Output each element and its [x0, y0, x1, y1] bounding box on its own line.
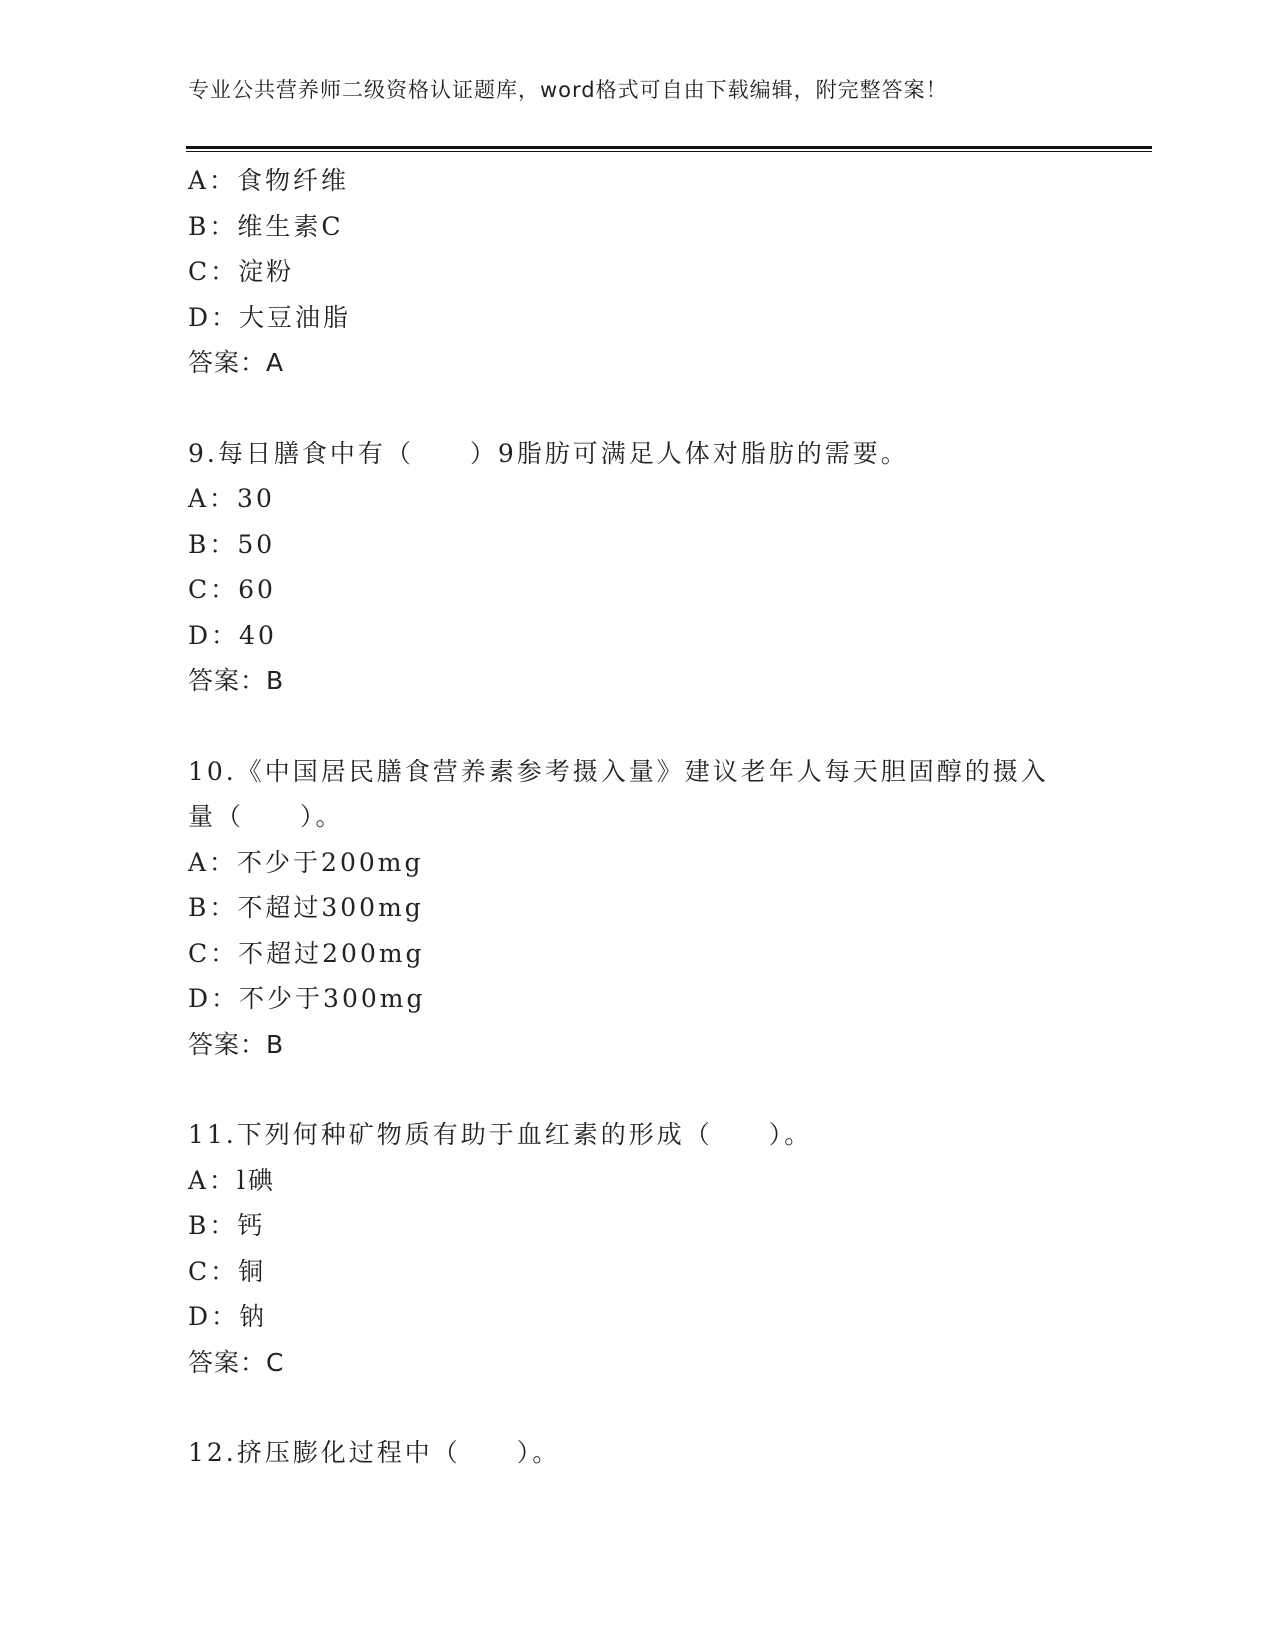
question-list — [188, 158, 1088, 1476]
question-9 — [188, 431, 1088, 704]
option-d: D：钠 — [188, 1302, 268, 1331]
question-8 — [188, 158, 1088, 386]
page-header: 专业公共营养师二级资格认证题库，word格式可自由下载编辑，附完整答案！ — [188, 78, 948, 102]
option-a: A：食物纤维 — [188, 166, 350, 195]
header-divider-thick — [186, 146, 1152, 149]
question-stem: 12.挤压膨化过程中（ ）。 — [188, 1438, 561, 1467]
option-b: B：50 — [188, 529, 276, 559]
option-c: C：60 — [188, 575, 276, 604]
option-c: C：铜 — [188, 1256, 267, 1286]
option-a: A：不少于200mg — [188, 847, 424, 877]
question-stem-line-2: 量（ ）。 — [188, 802, 344, 831]
question-10 — [188, 749, 1088, 1068]
answer-label: 答案：B — [188, 1029, 285, 1059]
question-12 — [188, 1430, 1088, 1476]
answer-label: 答案：C — [188, 1347, 285, 1377]
option-a: A：30 — [188, 484, 275, 513]
question-stem: 11.下列何种矿物质有助于血红素的形成（ ）。 — [188, 1120, 813, 1149]
question-11 — [188, 1112, 1088, 1385]
option-b: B：不超过300mg — [188, 893, 424, 922]
answer-label: 答案：A — [188, 348, 285, 377]
question-stem: 9.每日膳食中有（ ）9脂肪可满足人体对脂肪的需要。 — [188, 438, 909, 468]
option-a: A：l碘 — [188, 1165, 277, 1195]
option-b: B：维生素C — [188, 211, 344, 241]
answer-label: 答案：B — [188, 666, 285, 695]
option-c: C：淀粉 — [188, 257, 295, 286]
option-d: D：大豆油脂 — [188, 302, 352, 332]
option-c: C：不超过200mg — [188, 938, 425, 968]
option-d: D：40 — [188, 620, 277, 650]
option-b: B：钙 — [188, 1211, 266, 1240]
option-d: D：不少于300mg — [188, 984, 426, 1013]
header-divider-thin — [186, 151, 1152, 152]
question-stem-line-1: 10.《中国居民膳食营养素参考摄入量》建议老年人每天胆固醇的摄入 — [188, 756, 1049, 786]
